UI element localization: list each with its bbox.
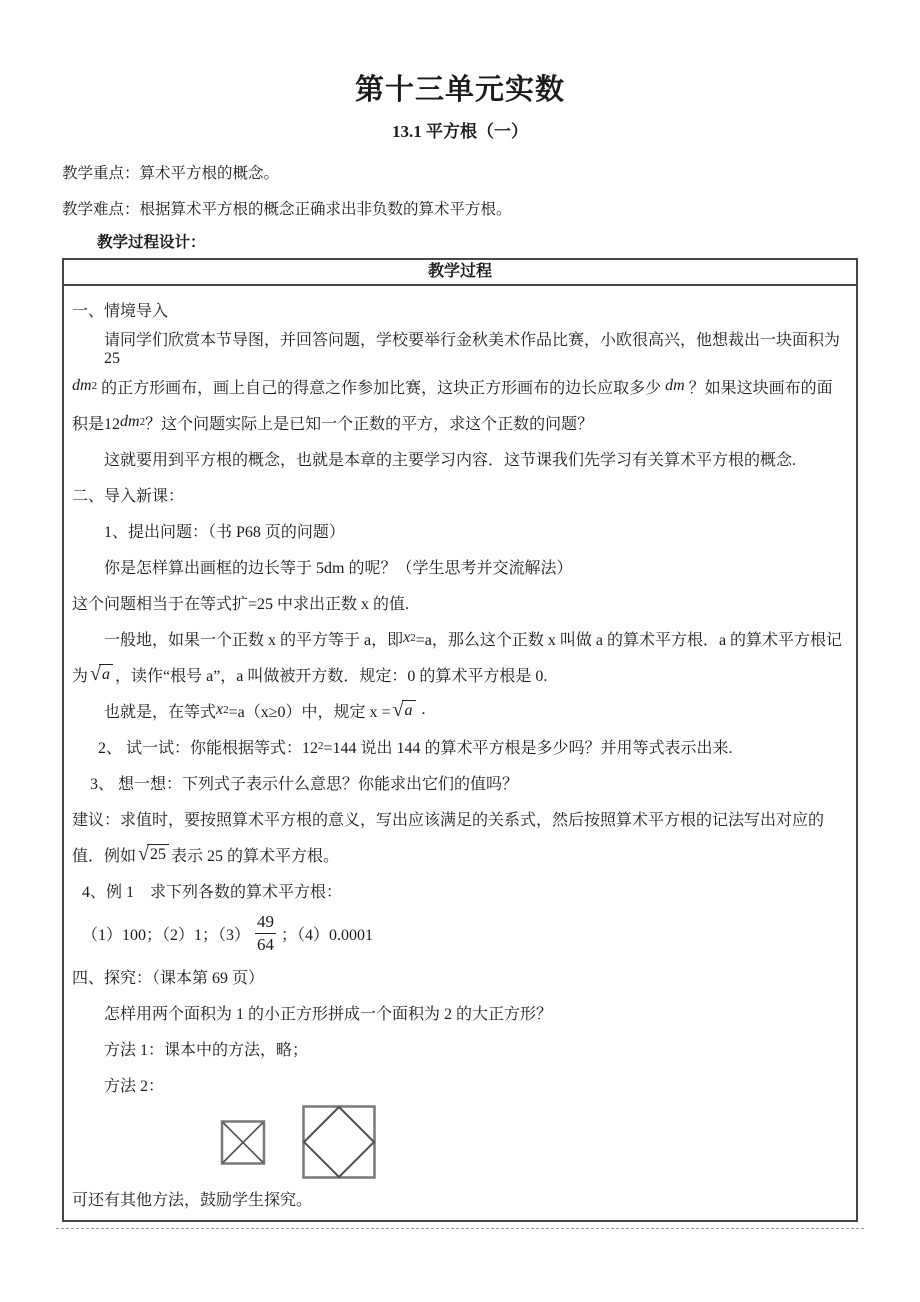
lesson-line: 你是怎样算出画框的边长等于 5dm 的呢？（学生思考并交流解法） [104, 559, 573, 577]
lesson-line: 值．例如 √25 表示 25 的算术平方根。 [72, 842, 340, 865]
teaching-process-table [62, 258, 858, 1222]
small-square-x-diagram [220, 1120, 266, 1165]
table-body [64, 286, 856, 1220]
lesson-line: （1）100；（2）1；（3） $\frac{49}{64}$ ；（4）0.0001 [82, 911, 374, 954]
lesson-line: 方法 2： [104, 1077, 165, 1095]
lesson-line: 请同学们欣赏本节导图，并回答问题，学校要举行金秋美术作品比赛，小欧很高兴，他想裁出一块面积为 25 [104, 332, 845, 367]
square-root-expression: √25 [138, 844, 169, 864]
lesson-line: 1、提出问题：（书 P68 页的问题） [104, 523, 345, 541]
lesson-line: 这就要用到平方根的概念，也就是本章的主要学习内容．这节课我们先学习有关算术平方根的概念. [104, 451, 797, 469]
page-break-line [56, 1228, 864, 1229]
lesson-line: 二、导入新课： [72, 487, 185, 505]
lesson-line: 一般地，如果一个正数 x 的平方等于 a，即 x 2 =a，那么这个正数 x 叫做 a 的算术平方根．a 的算术平方根记 [104, 629, 843, 649]
table-header: 教学过程 [64, 260, 856, 286]
lesson-line: 也就是，在等式 x 2 =a（x≥0）中，规定 x = √a . [104, 698, 426, 721]
lesson-line: 怎样用两个面积为 1 的小正方形拼成一个面积为 2 的大正方形？ [104, 1005, 553, 1023]
lesson-line: dm 2 的正方形画布，画上自己的得意之作参加比赛，这块正方形画布的边长应取多少 dm ？如果这块画布的面 [72, 377, 833, 397]
squares-diagram [72, 1105, 848, 1179]
square-root-expression: √a [90, 664, 113, 684]
page-title: 第十三单元实数 [354, 74, 565, 106]
lesson-line: 可还有其他方法，鼓励学生探究。 [72, 1191, 313, 1209]
lesson-line: 方法 1：课本中的方法，略； [104, 1041, 309, 1059]
teaching-difficulty: 教学难点：根据算术平方根的概念正确求出非负数的算术平方根。 [62, 201, 512, 218]
lesson-line: 3、 想一想：下列式子表示什么意思？你能求出它们的值吗？ [90, 775, 519, 793]
process-design-label: 教学过程设计： [97, 234, 206, 251]
fraction-expression: $\frac{49}{64}$ [257, 911, 275, 954]
teaching-key-point: 教学重点：算术平方根的概念。 [62, 165, 280, 182]
large-square-diamond-diagram [302, 1105, 376, 1179]
lesson-line: 4、例 1 求下列各数的算术平方根： [82, 883, 343, 901]
lesson-line: 四、探究：（课本第 69 页） [72, 969, 265, 987]
lesson-line: 这个问题相当于在等式扩=25 中求出正数 x 的值. [72, 595, 410, 613]
lesson-line: 一、情境导入 [72, 302, 169, 320]
square-root-expression: √a [393, 700, 416, 720]
page-subtitle: 13.1 平方根（一） [392, 122, 528, 141]
lesson-line: 2、 试一试：你能根据等式：12 2 =144 说出 144 的算术平方根是多少吗？并用等式表示出来. [98, 739, 733, 757]
lesson-line: 积是12 dm 2 ？这个问题实际上是已知一个正数的平方，求这个正数的问题？ [72, 413, 594, 433]
lesson-line: 为 √a ，读作“根号 a”，a 叫做被开方数．规定：0 的算术平方根是 0. [72, 662, 548, 685]
lesson-line: 建议：求值时，要按照算术平方根的意义，写出应该满足的关系式，然后按照算术平方根的记法写出对应的 [72, 811, 825, 829]
